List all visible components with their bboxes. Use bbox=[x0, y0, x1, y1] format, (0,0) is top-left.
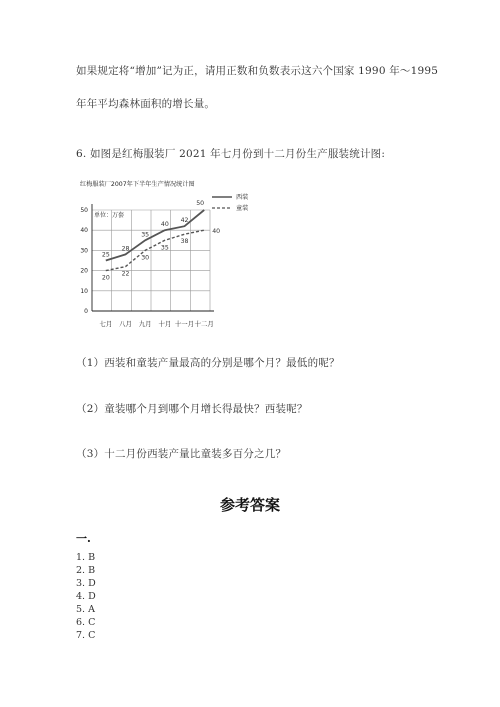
question-text-line1: 如果规定将“增加”记为正，请用正数和负数表示这六个国家 1990 年～1995 bbox=[76, 65, 439, 77]
data-label: 30 bbox=[141, 254, 150, 262]
y-tick-label: 40 bbox=[80, 227, 88, 235]
y-tick-label: 10 bbox=[80, 287, 88, 295]
sub-question-2: （2）童装哪个月到哪个月增长得最快？西装呢？ bbox=[76, 403, 308, 415]
y-tick-label: 30 bbox=[80, 247, 88, 255]
y-tick-label: 0 bbox=[84, 308, 88, 315]
line-chart bbox=[78, 172, 248, 332]
x-tick-label: 十月 bbox=[158, 320, 172, 328]
x-tick-label: 九月 bbox=[138, 320, 152, 328]
legend-label: 童装 bbox=[236, 205, 248, 212]
sub-question-3: （3）十二月份西装产量比童装多百分之几？ bbox=[76, 448, 287, 460]
answer-list bbox=[76, 551, 96, 642]
x-tick-label: 十一月 bbox=[174, 320, 195, 328]
answer-section-title: 参考答案 bbox=[219, 496, 280, 514]
x-tick-label: 七月 bbox=[99, 320, 113, 328]
data-label: 38 bbox=[180, 238, 189, 246]
x-tick-label: 八月 bbox=[119, 320, 132, 328]
answer-item: 6. C bbox=[76, 617, 96, 628]
y-tick-label: 20 bbox=[80, 267, 88, 275]
data-label: 35 bbox=[160, 244, 169, 252]
question-6-text: 6. 如图是红梅服装厂 2021 年七月份到十二月份生产服装统计图: bbox=[76, 148, 386, 160]
answer-item: 4. D bbox=[76, 591, 96, 602]
x-tick-label: 十二月 bbox=[194, 320, 214, 328]
answer-part-label: 一. bbox=[76, 532, 91, 545]
data-label: 25 bbox=[101, 251, 110, 259]
data-label: 42 bbox=[180, 217, 189, 225]
sub-question-1: （1）西装和童装产量最高的分别是哪个月？最低的呢？ bbox=[76, 357, 340, 369]
data-label: 20 bbox=[101, 274, 110, 282]
chart-unit-label: 单位：万套 bbox=[94, 212, 125, 219]
answer-item: 7. C bbox=[76, 630, 96, 641]
production-chart bbox=[78, 172, 248, 332]
y-tick-label: 50 bbox=[80, 207, 88, 214]
answer-item: 5. A bbox=[76, 604, 95, 615]
data-label: 35 bbox=[141, 231, 150, 239]
question-text-line2: 年年平均森林面积的增长量。 bbox=[76, 98, 216, 110]
answer-item: 1. B bbox=[76, 552, 96, 563]
data-label: 40 bbox=[160, 221, 169, 229]
chart-title: 红梅服装厂2007年下半年生产情况统计图 bbox=[80, 181, 195, 188]
data-label: 50 bbox=[196, 200, 205, 207]
answer-item: 2. B bbox=[76, 565, 96, 576]
data-label: 40 bbox=[212, 228, 221, 236]
legend-label: 西装 bbox=[236, 194, 248, 201]
data-label: 28 bbox=[121, 245, 130, 253]
data-label: 22 bbox=[121, 270, 130, 278]
answer-item: 3. D bbox=[76, 578, 96, 589]
